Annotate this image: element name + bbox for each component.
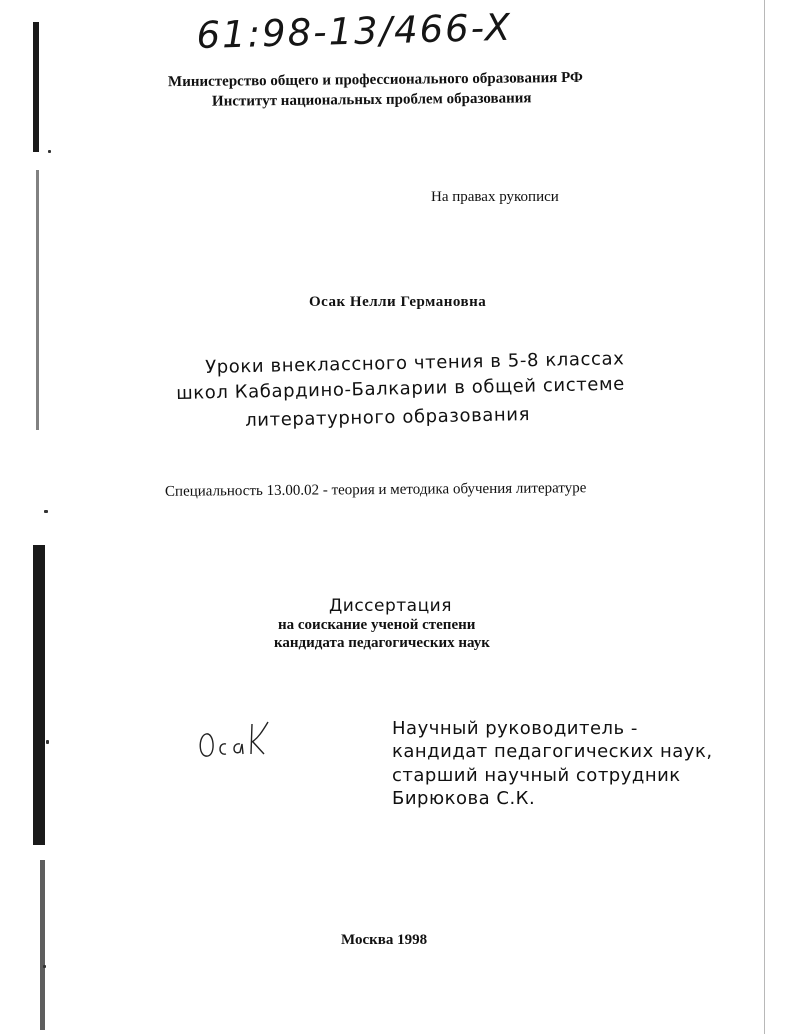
specialty-line: Специальность 13.00.02 - теория и методика обучения литературе [164,480,587,500]
dissertation-heading: Диссертация [329,596,452,616]
degree-line-2: кандидата педагогических наук [274,635,490,651]
degree-line-1: на соискание ученой степени [278,617,476,633]
shelf-mark: 61:98-13/466-X [196,5,513,57]
speck [44,510,48,513]
title-line-1: Уроки внеклассного чтения в 5-8 классах [205,348,625,378]
author-name: Осак Нелли Германовна [309,294,487,310]
speck [46,740,49,744]
scan-edge-top [33,22,39,152]
scan-edge-mid [36,170,39,430]
supervisor-line-1: Научный руководитель - [392,718,638,739]
supervisor-name: Бирюкова С.К. [392,788,536,809]
institute-name: Институт национальных проблем образования [211,90,532,110]
scan-edge-dark [33,545,45,845]
ministry-name: Министерство общего и профессионального образования РФ [167,69,583,91]
speck [43,965,46,968]
supervisor-line-3: старший научный сотрудник [392,765,681,786]
speck [48,150,51,153]
supervisor-line-2: кандидат педагогических наук, [392,741,713,762]
scan-edge-bottom [40,860,45,1030]
place-year: Москва 1998 [341,932,428,948]
scan-right-line [764,0,765,1034]
handwritten-signature [196,714,276,762]
title-line-3: литературного образования [245,404,531,431]
rights-note: На правах рукописи [431,189,559,205]
title-line-2: школ Кабардино-Балкарии в общей системе [176,373,626,404]
